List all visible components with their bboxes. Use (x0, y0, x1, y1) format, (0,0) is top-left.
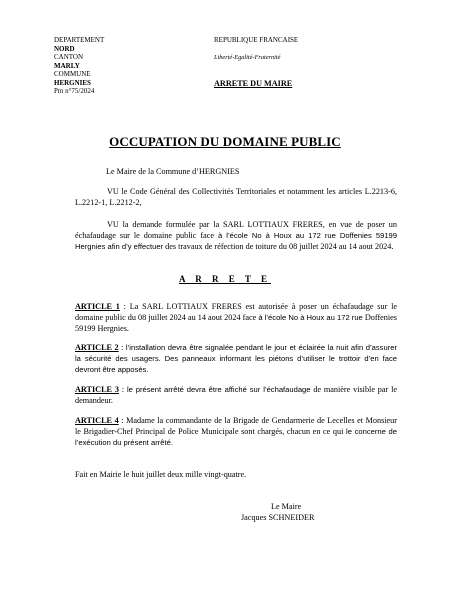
article-1-label: ARTICLE 1 (75, 302, 120, 311)
article-2-label: ARTICLE 2 (75, 343, 119, 352)
article-2-text-b: l’installation devra être signalée pendant le jour et éclairée la nuit afin d’assurer la sécurité des usagers. Des panneaux informant les piétons d’utiliser le trottoir d’en face devront être apposés. (75, 343, 397, 374)
vu-demande-paragraph (75, 219, 397, 252)
article-3 (75, 384, 397, 406)
header-commune: COMMUNE (54, 70, 91, 78)
signature-role: Le Maire (271, 502, 302, 511)
closing-line: Fait en Mairie le huit juillet deux mille vingt-quatre. (75, 470, 247, 479)
article-3-label: ARTICLE 3 (75, 385, 119, 394)
header-hergnies: HERGNIES (54, 78, 91, 87)
article-3-text-c: de manière visible par le demandeur. (75, 385, 397, 405)
article-2-text-a: : (118, 343, 126, 352)
header-departement: DEPARTEMENT (54, 36, 105, 44)
arrete-heading: A R R E T E (179, 274, 271, 284)
article-4-label: ARTICLE 4 (75, 416, 119, 425)
article-3-text-b: le présent arrêté devra être affiché sur l’échafaudage (126, 385, 311, 394)
mayor-line: Le Maire de la Commune d’HERGNIES (106, 167, 240, 176)
header-left (54, 36, 104, 96)
vu-demande-text-c: des travaux de réfection de toiture du 08 juillet 2024 au 14 aout 2024. (163, 242, 394, 251)
article-1-text-c: Doffenies 59199 Hergnies. (75, 313, 397, 333)
article-4-text-a: : Madame la commandante de la Brigade de Gendarmerie de Lecelles et Monsieur le Brigadier-Chef Principal de Police Municipale sont chargés, chacun en ce qui (75, 416, 397, 436)
header-reference: Pm n°75/2024 (54, 87, 95, 95)
header-nord: NORD (54, 44, 75, 53)
vu-demande-text-b: à l’école No à Houx au 172 rue Doffenies 59199 Hergnies afin d’y effectuer (75, 231, 397, 251)
signature-name: Jacques SCHNEIDER (241, 513, 315, 522)
article-3-text-a: : (118, 385, 127, 394)
article-4-text-b: le concerne de l’exécution du présent arrêté. (75, 427, 397, 447)
article-1-text-a: : La SARL LOTTIAUX FRERES est autorisée à poser un échafaudage sur le domaine public du 08 juillet 2024 au 14 aout 2024 face (75, 302, 397, 322)
article-1 (75, 301, 397, 334)
article-1-text-b: à l’école No à Houx au 172 rue (258, 313, 363, 322)
header-marly: MARLY (54, 61, 80, 70)
header-republic: REPUBLIQUE FRANCAISE (214, 36, 299, 44)
vu-code-paragraph: VU le Code Général des Collectivités Territoriales et notamment les articles L.2213-6, L.2212-1, L.2212-2, (75, 187, 397, 207)
article-2 (75, 342, 397, 375)
article-4 (75, 415, 397, 448)
header-motto: Liberté-Egalité-Fraternité (214, 54, 281, 61)
header-canton: CANTON (54, 53, 84, 61)
header-decree: ARRETE DU MAIRE (214, 79, 293, 88)
vu-demande-text-a: VU la demande formulée par la SARL LOTTIAUX FRERES, en vue de poser un échafaudage sur le domaine public face (75, 220, 397, 240)
page-title: OCCUPATION DU DOMAINE PUBLIC (109, 134, 341, 149)
